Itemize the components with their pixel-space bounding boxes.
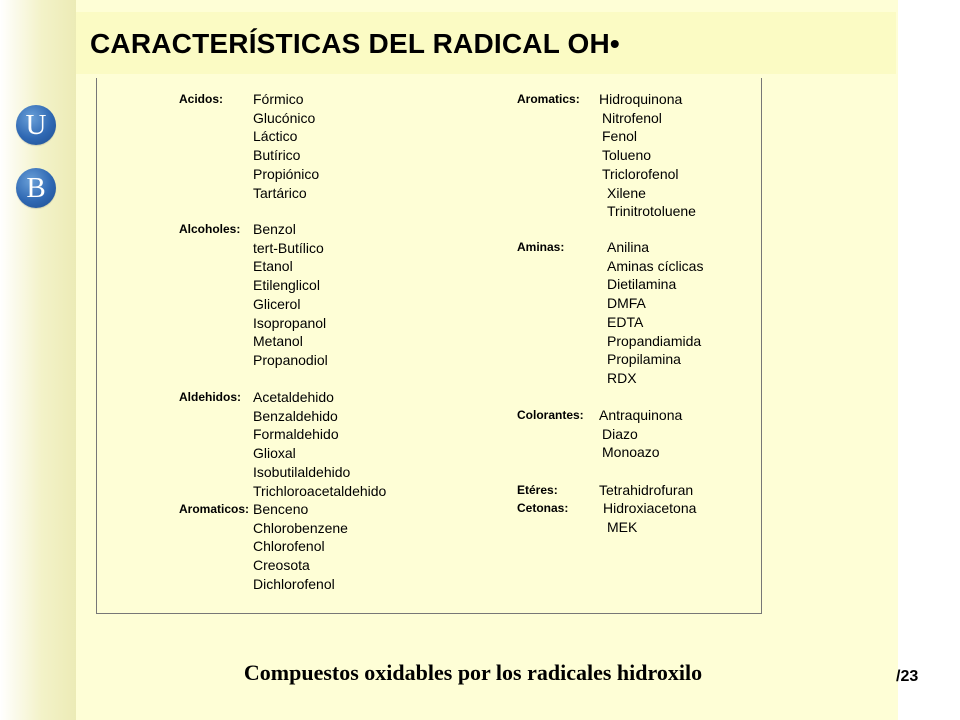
list-item: tert-Butílico xyxy=(253,239,324,256)
group-items xyxy=(253,500,348,594)
group-items xyxy=(603,499,696,536)
list-item: Dichlorofenol xyxy=(253,575,335,592)
list-item: Chlorobenzene xyxy=(253,519,348,536)
list-item: Propanodiol xyxy=(253,351,328,368)
list-item: Propiónico xyxy=(253,165,320,182)
list-item: Xilene xyxy=(607,184,646,201)
list-item: RDX xyxy=(607,369,637,386)
list-item: Nitrofenol xyxy=(602,109,662,126)
list-item: Glucónico xyxy=(253,109,316,126)
list-item: Triclorofenol xyxy=(602,165,679,182)
list-item: Trinitrotoluene xyxy=(607,203,696,220)
list-item: Chlorofenol xyxy=(253,538,325,555)
compounds-figure xyxy=(96,78,762,614)
slide-title: CARACTERÍSTICAS DEL RADICAL OH• xyxy=(90,28,620,59)
list-item: Benzol xyxy=(253,221,296,237)
list-item: Tartárico xyxy=(253,184,307,201)
list-item: Benceno xyxy=(253,501,309,517)
group-items xyxy=(599,90,696,221)
group-label: Alcoholes: xyxy=(179,222,241,236)
list-item: Fenol xyxy=(602,128,638,145)
list-item: Formaldehido xyxy=(253,426,339,443)
group-label: Aldehidos: xyxy=(179,390,241,404)
list-item: Glicerol xyxy=(253,295,301,312)
list-item: Diazo xyxy=(602,425,638,442)
list-item: Tetrahidrofuran xyxy=(599,482,694,498)
list-item: Benzaldehido xyxy=(253,407,338,424)
list-item: Isobutilaldehido xyxy=(253,463,351,480)
list-item: Acetaldehido xyxy=(253,389,334,405)
list-item: Propilamina xyxy=(607,351,681,368)
group-items xyxy=(599,481,693,500)
figure-caption: Compuestos oxidables por los radicales hidroxilo xyxy=(243,660,703,685)
group-items xyxy=(253,388,386,500)
list-item: Etanol xyxy=(253,258,293,275)
list-item: Hidroxiacetona xyxy=(603,500,697,516)
list-item: Hidroquinona xyxy=(599,91,683,107)
group-items xyxy=(599,406,682,462)
list-item: Dietilamina xyxy=(607,276,677,293)
list-item: DMFA xyxy=(607,295,646,312)
list-item: Aminas cíclicas xyxy=(607,257,704,274)
group-label: Aromaticos: xyxy=(179,502,250,516)
group-label: Aminas: xyxy=(517,240,565,254)
group-items xyxy=(607,238,703,388)
group-label: Cetonas: xyxy=(517,501,569,515)
list-item: Propandiamida xyxy=(607,332,702,349)
group-label: Acidos: xyxy=(179,92,224,106)
list-item: Metanol xyxy=(253,333,303,350)
list-item: MEK xyxy=(607,518,638,535)
list-item: Antraquinona xyxy=(599,407,683,423)
group-label: Colorantes: xyxy=(517,408,584,422)
group-label: Aromatics: xyxy=(517,92,580,106)
list-item: Glioxal xyxy=(253,445,296,462)
list-item: Etilenglicol xyxy=(253,277,320,294)
group-items xyxy=(253,90,319,202)
list-item: Fórmico xyxy=(253,91,304,107)
list-item: Anilina xyxy=(607,239,650,255)
logo-b-icon: B xyxy=(16,168,56,208)
list-item: Monoazo xyxy=(602,444,660,461)
group-label: Etéres: xyxy=(517,483,558,497)
list-item: Tolueno xyxy=(602,147,652,164)
list-item: EDTA xyxy=(607,313,644,330)
list-item: Butírico xyxy=(253,147,301,164)
logo-u-icon: U xyxy=(16,105,56,145)
page-number: /23 xyxy=(896,668,919,685)
list-item: Láctico xyxy=(253,128,298,145)
list-item: Creosota xyxy=(253,557,310,574)
list-item: Trichloroacetaldehido xyxy=(253,482,387,499)
group-items xyxy=(253,220,328,370)
list-item: Isopropanol xyxy=(253,314,327,331)
